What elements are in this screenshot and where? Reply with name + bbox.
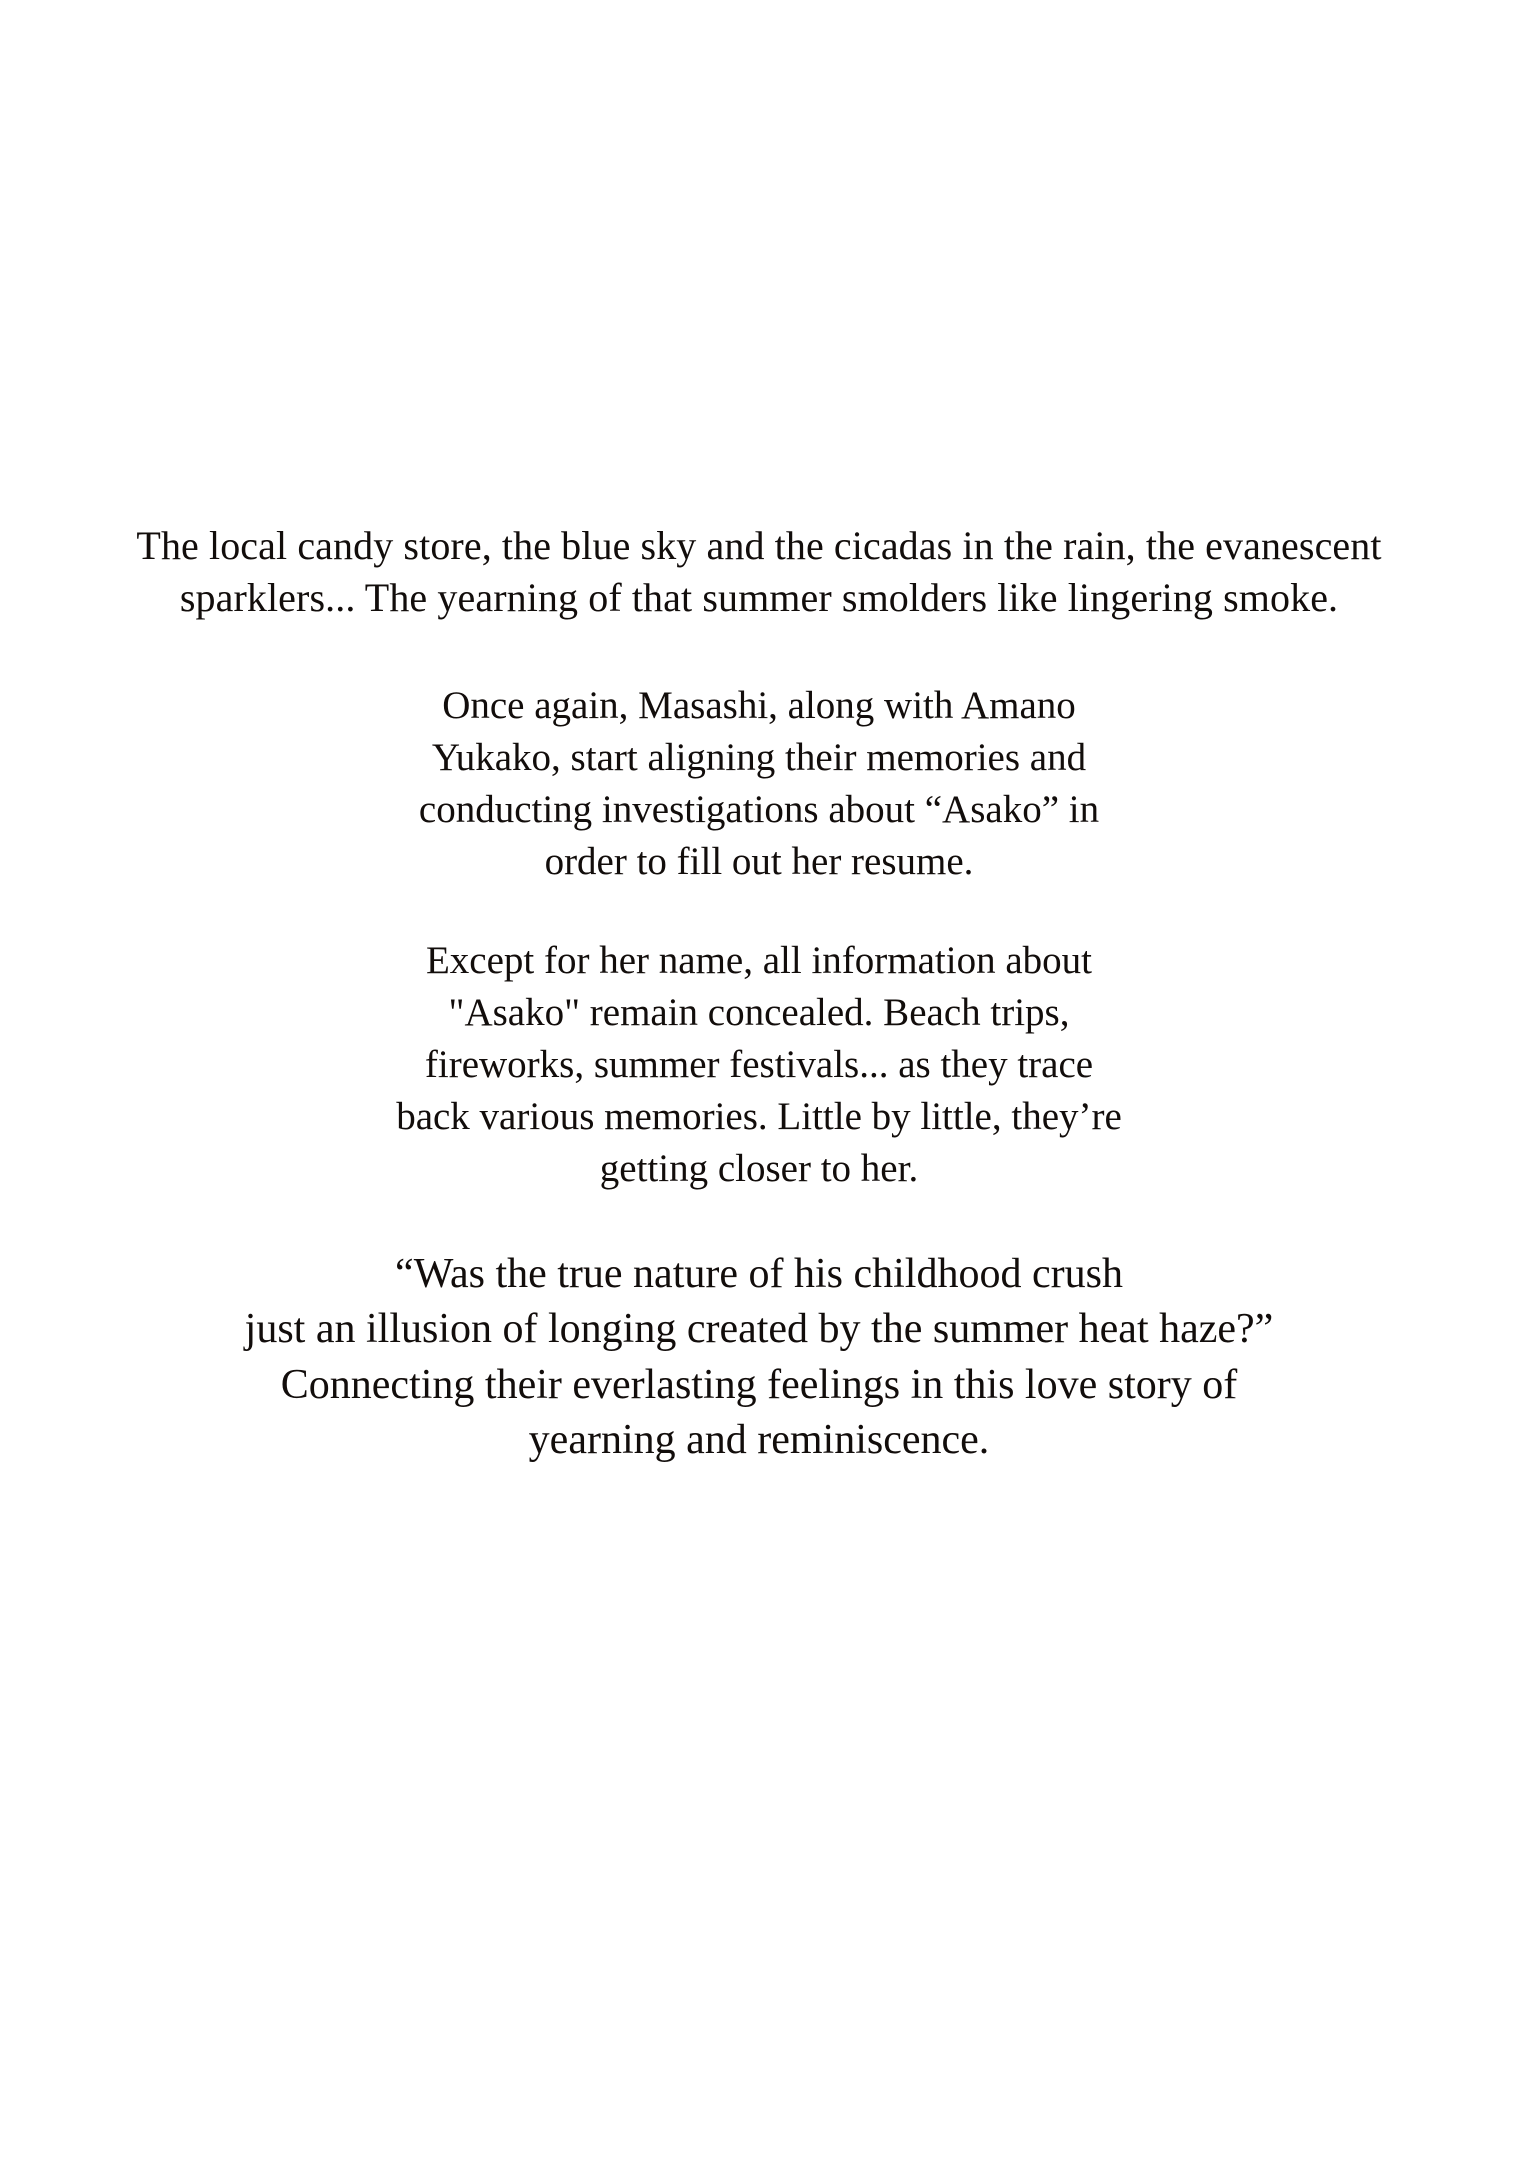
synopsis-line: order to fill out her resume. (544, 839, 974, 883)
synopsis-line: yearning and reminiscence. (528, 1417, 990, 1464)
synopsis-line: just an illusion of longing created by the summer heat haze?” (244, 1306, 1274, 1353)
synopsis-line: “Was the true nature of his childhood crush (395, 1250, 1123, 1297)
synopsis-line: back various memories. Little by little, they’re (396, 1095, 1122, 1139)
synopsis-line: "Asako" remain concealed. Beach trips, (448, 991, 1070, 1035)
synopsis-paragraph-investigation (259, 680, 1259, 887)
synopsis-paragraph-closing (134, 1247, 1384, 1469)
synopsis-line: fireworks, summer festivals... as they trace (424, 1043, 1094, 1087)
synopsis-paragraph-memories (229, 935, 1289, 1194)
paragraph-spacer (0, 887, 1518, 935)
paragraph-spacer (0, 624, 1518, 680)
synopsis-line: Yukako, start aligning their memories and (431, 735, 1087, 779)
synopsis-line: getting closer to her. (599, 1146, 919, 1190)
synopsis-text-block (0, 520, 1518, 1468)
synopsis-line: Except for her name, all information about (425, 939, 1092, 983)
synopsis-paragraph-intro (114, 520, 1404, 624)
synopsis-line: Once again, Masashi, along with Amano (442, 684, 1076, 727)
synopsis-line: The local candy store, the blue sky and the cicadas in the rain, the evanescent sparklers... The yearning of that summer smolders like lingering smoke. (136, 523, 1382, 620)
paragraph-spacer (0, 1195, 1518, 1247)
synopsis-line: Connecting their everlasting feelings in this love story of (280, 1361, 1238, 1408)
synopsis-line: conducting investigations about “Asako” in (418, 787, 1100, 831)
